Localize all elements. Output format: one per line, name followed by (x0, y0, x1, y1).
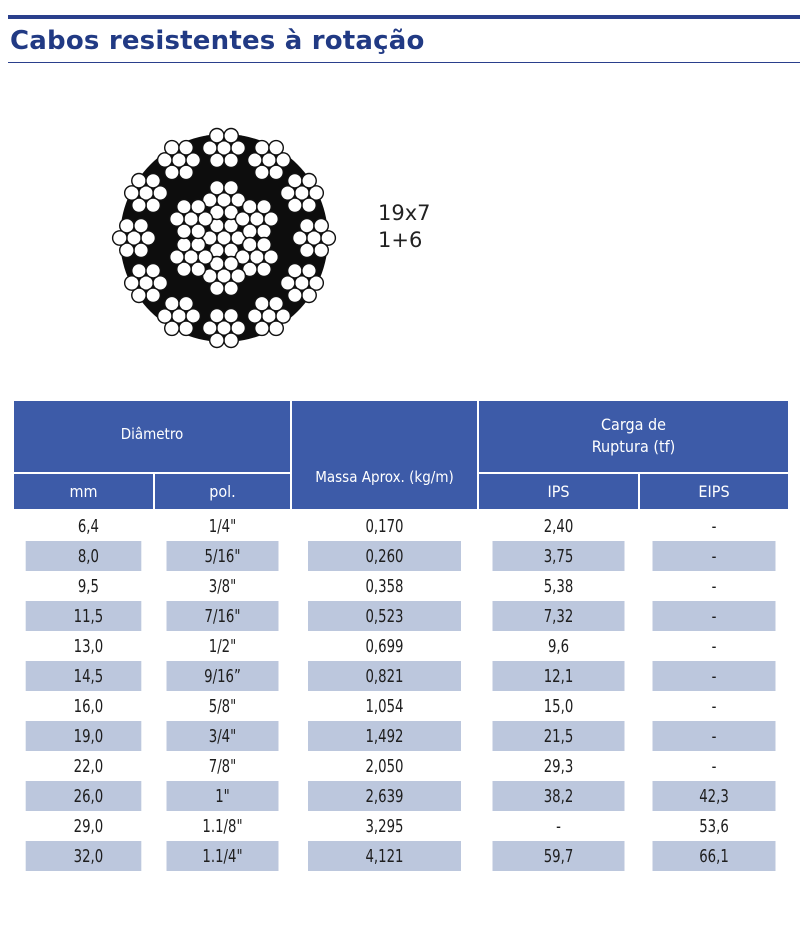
page-title: Cabos resistentes à rotação (10, 26, 425, 56)
wire (177, 238, 191, 252)
table-row (13, 691, 789, 721)
cell-massa: 0,260 (308, 541, 461, 571)
wire (134, 243, 148, 257)
cell-massa: 1,054 (365, 695, 404, 717)
wire (224, 309, 238, 323)
cell-pol: 3/4" (166, 721, 278, 751)
table-row (13, 841, 789, 871)
cell-massa: 0,170 (365, 515, 404, 537)
wire (255, 141, 269, 155)
wire (243, 238, 257, 252)
wire (224, 153, 238, 167)
wire (191, 224, 205, 238)
cell-pol: 1/4" (208, 515, 237, 537)
wire (257, 224, 271, 238)
cell-eips: - (653, 601, 776, 631)
rope-construction: 19x7 (378, 201, 431, 225)
top-rule (8, 15, 800, 19)
wire (132, 174, 146, 188)
cell-pol: 1.1/8" (202, 815, 243, 837)
cell-eips: - (653, 721, 776, 751)
wire (257, 200, 271, 214)
header-pol: pol. (154, 473, 291, 510)
cell-mm: 9,5 (77, 575, 99, 597)
header-eips: EIPS (639, 473, 789, 510)
specifications-table (12, 399, 790, 871)
wire (179, 141, 193, 155)
wire (269, 296, 283, 310)
cell-pol: 7/8" (208, 755, 237, 777)
table-row (13, 721, 789, 751)
rope-specification (378, 200, 431, 254)
cell-massa: 3,295 (365, 815, 404, 837)
wire (257, 238, 271, 252)
cell-eips: - (711, 695, 717, 717)
cell-massa: 1,492 (308, 721, 461, 751)
wire (314, 219, 328, 233)
wire (165, 141, 179, 155)
cell-eips: - (653, 541, 776, 571)
cell-mm: 32,0 (26, 841, 142, 871)
wire (269, 141, 283, 155)
cell-mm: 13,0 (73, 635, 104, 657)
cell-mm: 16,0 (73, 695, 104, 717)
cell-massa: 0,358 (365, 575, 404, 597)
cell-ips: 9,6 (547, 635, 570, 657)
cell-mm: 26,0 (26, 781, 142, 811)
cell-ips: 59,7 (492, 841, 624, 871)
cell-pol: 5/8" (208, 695, 237, 717)
cell-massa: 0,699 (365, 635, 404, 657)
table-row (13, 571, 789, 601)
table-row (13, 751, 789, 781)
wire (302, 288, 316, 302)
cell-mm: 22,0 (73, 755, 104, 777)
wire (224, 129, 238, 143)
wire (302, 174, 316, 188)
cell-ips: 38,2 (492, 781, 624, 811)
table-row (13, 541, 789, 571)
header-massa: Massa Aprox. (kg/m) (291, 400, 478, 510)
cell-eips: 42,3 (653, 781, 776, 811)
wire (191, 200, 205, 214)
cell-massa: 0,821 (308, 661, 461, 691)
header-carga-line2: Ruptura (tf) (591, 437, 676, 457)
cell-pol: 1/2" (208, 635, 237, 657)
cell-eips: 66,1 (653, 841, 776, 871)
rope-cross-section-diagram (94, 108, 354, 368)
cell-eips: - (711, 575, 717, 597)
table-row (13, 661, 789, 691)
cell-eips: - (711, 515, 717, 537)
header-ips: IPS (478, 473, 639, 510)
cell-pol: 5/16" (166, 541, 278, 571)
wire (224, 281, 238, 295)
wire (224, 181, 238, 195)
cell-pol: 3/8" (208, 575, 237, 597)
table-row (13, 811, 789, 841)
table-row (13, 631, 789, 661)
cell-ips: 7,32 (492, 601, 624, 631)
cell-ips: 3,75 (492, 541, 624, 571)
wire (210, 309, 224, 323)
cell-massa: 0,523 (308, 601, 461, 631)
wire (288, 174, 302, 188)
cell-eips: - (711, 755, 717, 777)
wire (314, 243, 328, 257)
wire (269, 321, 283, 335)
wire (120, 219, 134, 233)
wire (191, 238, 205, 252)
wire (210, 181, 224, 195)
wire (191, 262, 205, 276)
cell-mm: 14,5 (26, 661, 142, 691)
header-mm: mm (13, 473, 154, 510)
wire (146, 198, 160, 212)
wire (134, 219, 148, 233)
cell-mm: 8,0 (26, 541, 142, 571)
cell-eips: - (711, 635, 717, 657)
cell-pol: 1.1/4" (166, 841, 278, 871)
cell-ips: 29,3 (543, 755, 574, 777)
table-row (13, 601, 789, 631)
cell-ips: - (556, 815, 561, 837)
wire (257, 262, 271, 276)
cell-pol: 1" (166, 781, 278, 811)
wire (146, 288, 160, 302)
cell-mm: 19,0 (26, 721, 142, 751)
wire (179, 165, 193, 179)
header-carga (478, 400, 789, 473)
wire (255, 296, 269, 310)
wire (243, 200, 257, 214)
cell-ips: 15,0 (543, 695, 574, 717)
wire (132, 264, 146, 278)
cell-massa: 2,050 (365, 755, 404, 777)
cell-mm: 6,4 (77, 515, 99, 537)
cell-massa: 4,121 (308, 841, 461, 871)
wire (146, 174, 160, 188)
header-diametro: Diâmetro (13, 400, 291, 473)
wire (210, 129, 224, 143)
cell-pol: 9/16” (166, 661, 278, 691)
header-carga-line1: Carga de (600, 415, 667, 435)
cell-mm: 11,5 (26, 601, 142, 631)
cell-massa: 2,639 (308, 781, 461, 811)
wire (224, 257, 238, 271)
wire (302, 264, 316, 278)
rope-core: 1+6 (378, 228, 423, 252)
wire (300, 219, 314, 233)
cell-pol: 7/16" (166, 601, 278, 631)
cell-ips: 5,38 (543, 575, 574, 597)
cell-eips: 53,6 (699, 815, 729, 837)
wire (165, 296, 179, 310)
cell-ips: 12,1 (492, 661, 624, 691)
title-underline (8, 62, 800, 63)
wire (288, 264, 302, 278)
table-row (13, 781, 789, 811)
wire (302, 198, 316, 212)
wire (179, 321, 193, 335)
cell-ips: 21,5 (492, 721, 624, 751)
wire (224, 333, 238, 347)
rope-strands (113, 129, 336, 348)
cell-ips: 2,40 (543, 515, 574, 537)
wire (146, 264, 160, 278)
table-row (13, 510, 789, 541)
cell-eips: - (653, 661, 776, 691)
wire (179, 296, 193, 310)
wire (269, 165, 283, 179)
cell-mm: 29,0 (73, 815, 104, 837)
wire (177, 200, 191, 214)
